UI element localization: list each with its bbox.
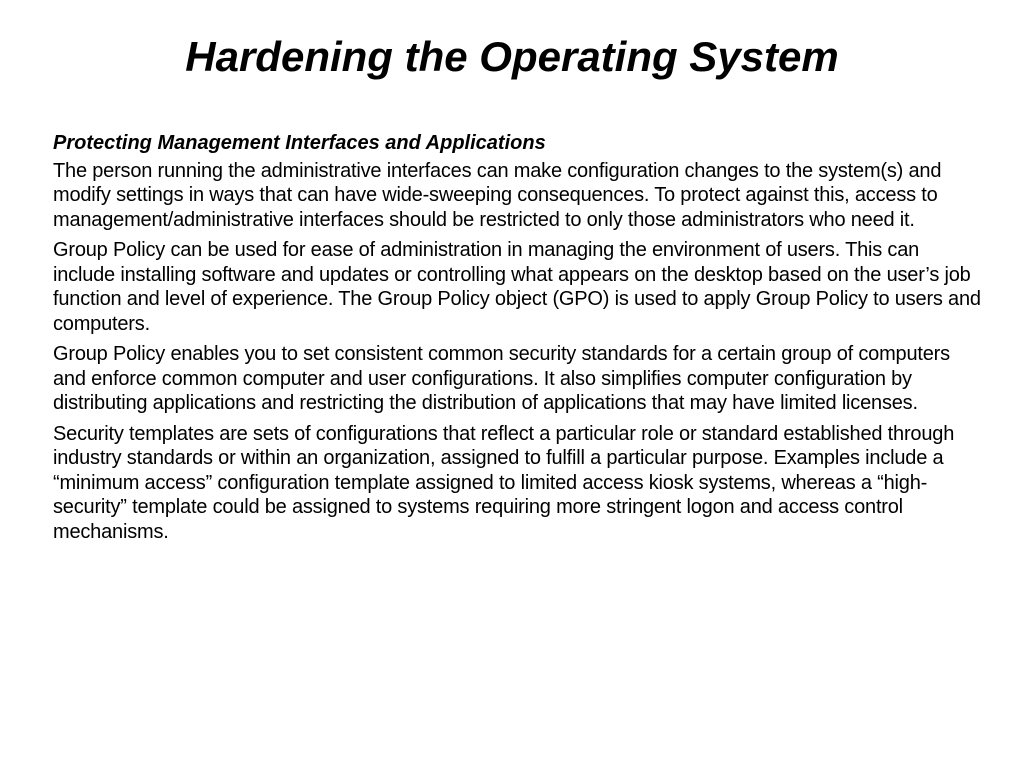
paragraph-security-templates: Security templates are sets of configurations that reflect a particular role or standard established through industry standards or within an organization, assigned to fulfill a particular purpose. Examples include a “minimum access” configuration template assigned to limited access kiosk systems, whereas a “high-security” template could be assigned to systems requiring more stringent logon and access control mechanisms. bbox=[53, 422, 955, 543]
slide-title: Hardening the Operating System bbox=[185, 33, 839, 80]
paragraph-management-interfaces: The person running the administrative interfaces can make configuration changes to the system(s) and modify settings in ways that can have wide-sweeping consequences. To protect against this, access to management/administrative interfaces should be restricted to only those administrators who need it. bbox=[53, 159, 942, 231]
paragraph-group-policy-standards: Group Policy enables you to set consistent common security standards for a certain group of computers and enforce common computer and user configurations. It also simplifies computer configuration by distributing applications and restricting the distribution of applications that may have limited licenses. bbox=[53, 343, 950, 414]
paragraph-group-policy-admin: Group Policy can be used for ease of administration in managing the environment of users. This can include installing software and updates or controlling what appears on the desktop based on the user’s job function and level of experience. The Group Policy object (GPO) is used to apply Group Policy to users and computers. bbox=[53, 239, 981, 335]
section-heading: Protecting Management Interfaces and Applications bbox=[53, 132, 546, 154]
slide-body bbox=[53, 131, 983, 550]
